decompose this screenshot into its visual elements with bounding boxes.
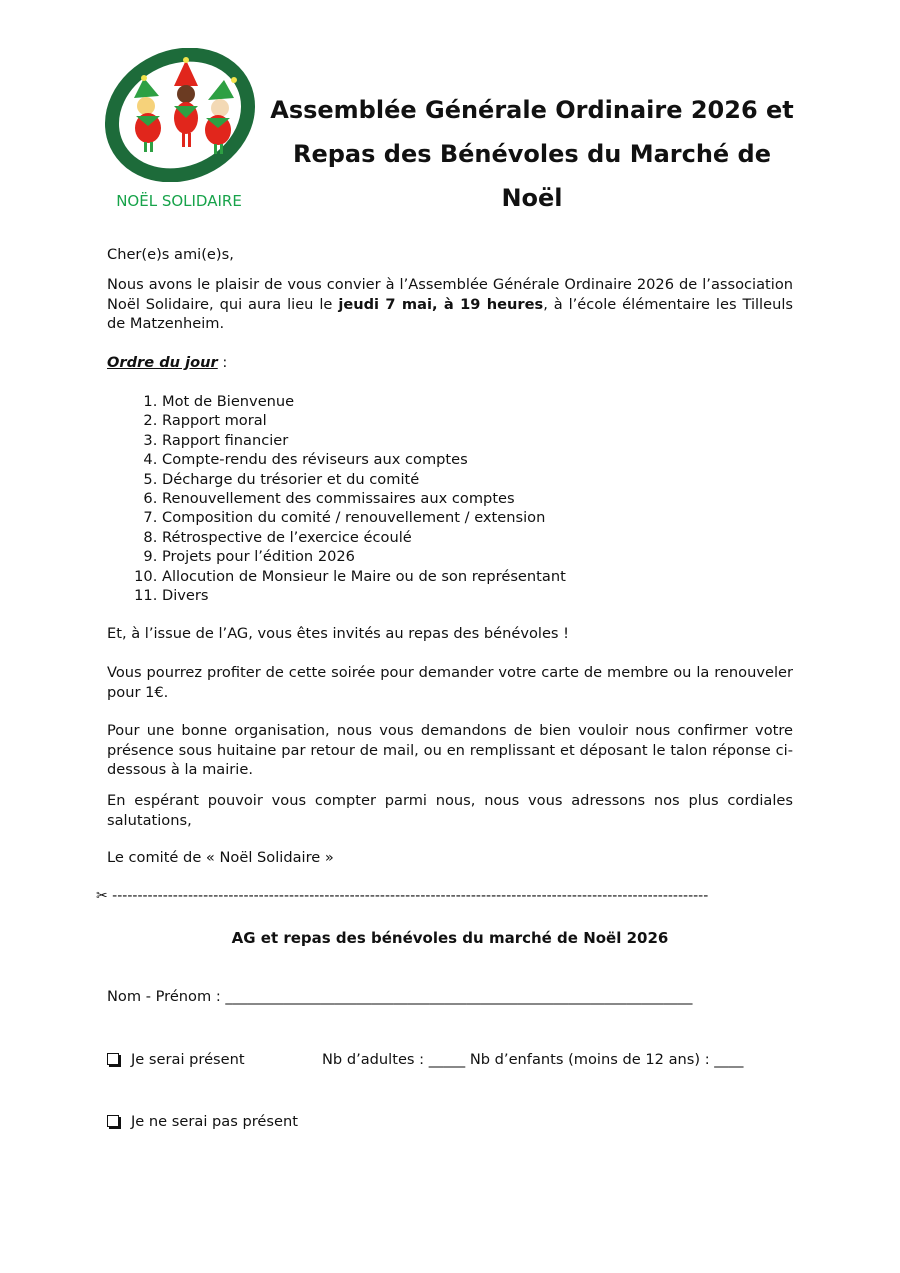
agenda-item: 10. Allocution de Monsieur le Maire ou de son représentant	[162, 567, 848, 586]
absent-row	[107, 1112, 793, 1132]
agenda-item: 5. Décharge du trésorier et du comité	[162, 470, 848, 489]
intro-text: Nous avons le plaisir de vous convier à l’Assemblée Générale Ordinaire 2026 de l’association Noël Solidaire, qui aura lieu le	[107, 276, 793, 313]
agenda-item: 11. Divers	[162, 586, 848, 605]
title-line-1: Assemblée Générale Ordinaire 2026 et	[270, 96, 794, 124]
agenda-label: Ordre du jour	[107, 354, 218, 371]
agenda-item: 3. Rapport financier	[162, 431, 848, 450]
agenda-heading	[107, 353, 793, 373]
attendee-counts[interactable]: Nb d’adultes : _____ Nb d’enfants (moins de 12 ans) : ____	[322, 1051, 744, 1068]
greeting: Cher(e)s ami(e)s,	[107, 246, 234, 263]
logo-text: NOËL SOLIDAIRE	[116, 192, 242, 210]
agenda-item: 7. Composition du comité / renouvellement / extension	[162, 508, 848, 527]
signature: Le comité de « Noël Solidaire »	[107, 849, 334, 866]
absent-label: Je ne serai pas présent	[131, 1113, 298, 1130]
agenda-item: 8. Rétrospective de l’exercice écoulé	[162, 528, 848, 547]
salutations-paragraph: En espérant pouvoir vous compter parmi nous, nous vous adressons nos plus cordiales salutations,	[107, 792, 793, 829]
agenda-item: 2. Rapport moral	[162, 411, 848, 430]
present-row	[107, 1050, 793, 1070]
intro-paragraph	[107, 275, 793, 334]
agenda-item: 6. Renouvellement des commissaires aux comptes	[162, 489, 848, 508]
organisation-paragraph: Pour une bonne organisation, nous vous demandons de bien vouloir nous confirmer votre présence sous huitaine par retour de mail, ou en remplissant et déposant le talon réponse ci-dessous à la mairie.	[107, 722, 793, 778]
document-title	[262, 88, 802, 220]
cut-line: ✂ ----------------------------------------------------------------------------------------------------------------------	[96, 888, 709, 904]
repas-paragraph: Et, à l’issue de l’AG, vous êtes invités au repas des bénévoles !	[107, 625, 570, 642]
meeting-date: jeudi 7 mai, à 19 heures	[338, 295, 544, 313]
agenda-colon: :	[217, 354, 228, 371]
present-checkbox[interactable]	[107, 1053, 119, 1065]
reply-form-title: AG et repas des bénévoles du marché de Noël 2026	[231, 929, 669, 947]
agenda-item: 4. Compte-rendu des réviseurs aux comptes	[162, 450, 848, 469]
intro-location: , à l’école élémentaire les Tilleuls de Matzenheim.	[107, 295, 793, 332]
agenda-item: 9. Projets pour l’édition 2026	[162, 547, 848, 566]
noel-solidaire-logo	[104, 48, 256, 182]
carte-paragraph: Vous pourrez profiter de cette soirée pour demander votre carte de membre ou la renouveler pour 1€.	[107, 664, 793, 701]
name-field[interactable]: Nom - Prénom : ________________________________________________________________	[107, 988, 693, 1005]
title-line-2: Repas des Bénévoles du Marché de Noël	[292, 140, 772, 212]
absent-checkbox[interactable]	[107, 1115, 119, 1127]
agenda-item: 1. Mot de Bienvenue	[162, 392, 848, 411]
present-label: Je serai présent	[131, 1051, 245, 1068]
agenda-list	[107, 392, 848, 605]
